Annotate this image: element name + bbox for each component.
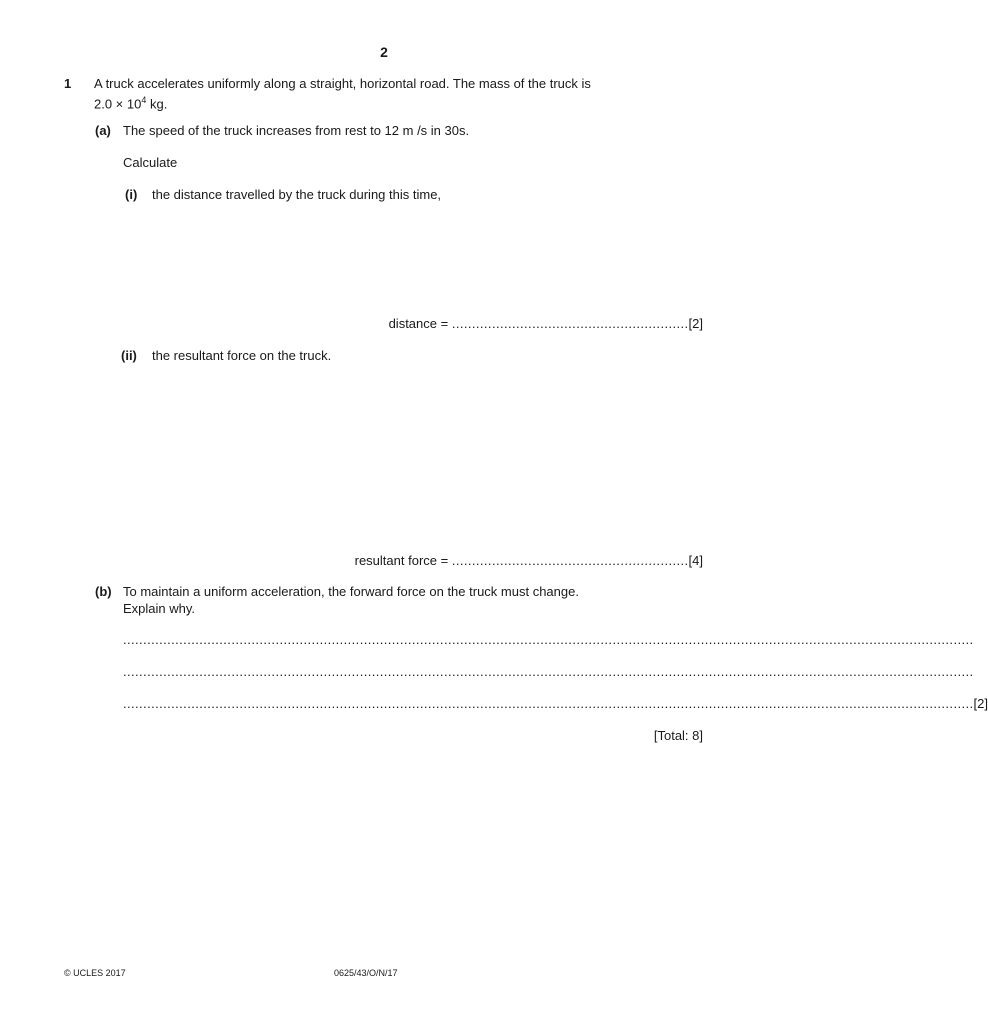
- page-number: 2: [380, 44, 388, 60]
- footer-copyright: © UCLES 2017: [64, 968, 126, 978]
- explanation-line-2[interactable]: ....................................................................................................................................................................................................................: [123, 664, 974, 679]
- part-b-text-line2: Explain why.: [123, 601, 196, 616]
- mass-exponent: 4: [141, 95, 147, 105]
- distance-marks: [2]: [688, 316, 703, 331]
- part-b-marks: [2]: [973, 696, 988, 711]
- explanation-line-3[interactable]: [123, 696, 988, 711]
- distance-answer-label: distance =: [388, 316, 452, 331]
- sub-i-label: (i): [125, 187, 138, 202]
- question-stem: [94, 76, 703, 112]
- sub-ii-label: (ii): [121, 348, 137, 363]
- distance-answer-line: [389, 316, 703, 331]
- footer-paper-code: 0625/43/O/N/17: [334, 968, 398, 978]
- resultant-force-answer-label: resultant force =: [354, 553, 452, 568]
- distance-answer-field[interactable]: ...........................................................: [451, 316, 689, 331]
- sub-i-text: the distance travelled by the truck during this time,: [152, 187, 442, 202]
- part-a-instruction: Calculate: [123, 155, 178, 170]
- sub-ii-text: the resultant force on the truck.: [152, 348, 332, 363]
- total-marks: [Total: 8]: [653, 728, 703, 743]
- part-a-text: The speed of the truck increases from rest to 12 m /s in 30s.: [123, 123, 470, 138]
- resultant-force-marks: [4]: [688, 553, 703, 568]
- mass-prefix: 2.0 × 10: [94, 96, 142, 112]
- part-b-label: (b): [95, 584, 112, 599]
- explanation-line-1[interactable]: ....................................................................................................................................................................................................................: [123, 632, 974, 647]
- mass-unit: kg.: [146, 96, 168, 112]
- part-b-text-line1: To maintain a uniform acceleration, the forward force on the truck must change.: [123, 584, 579, 599]
- part-a-label: (a): [95, 123, 111, 138]
- question-number: 1: [64, 76, 72, 91]
- question-stem-text: A truck accelerates uniformly along a straight, horizontal road. The mass of the truck is: [94, 76, 591, 91]
- explanation-line-3-dots[interactable]: ....................................................................................................................................................................................................................: [123, 696, 974, 711]
- resultant-force-answer-line: [355, 553, 703, 568]
- resultant-force-answer-field[interactable]: ...........................................................: [451, 553, 689, 568]
